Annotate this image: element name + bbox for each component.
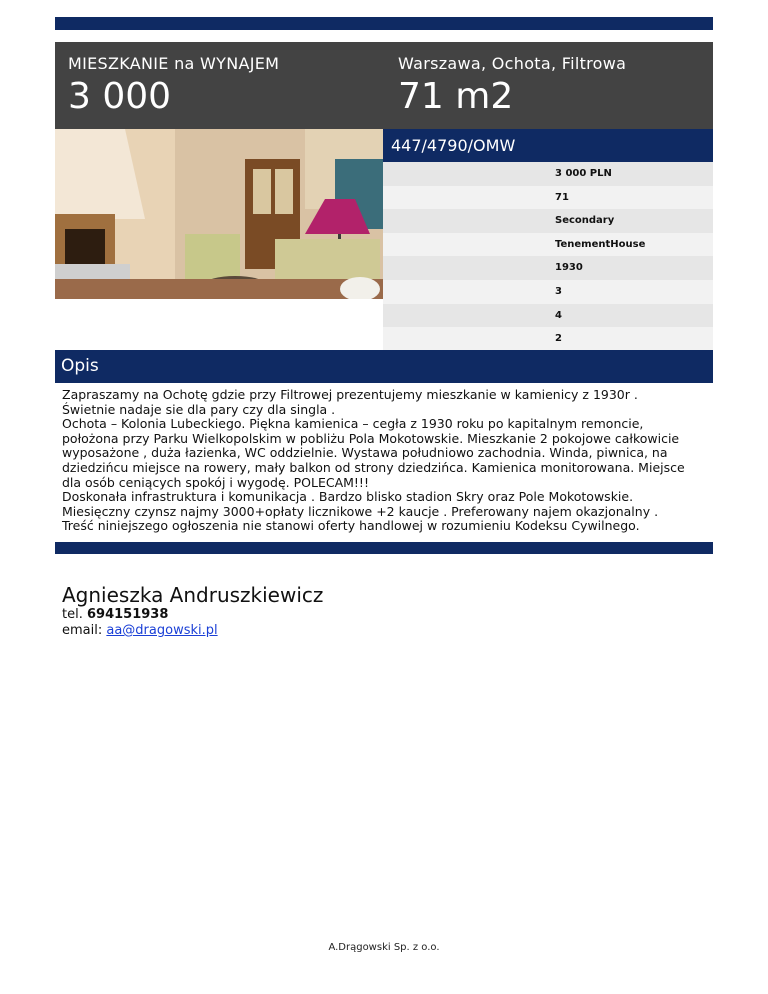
agent-phone-line [62,607,323,623]
agent-contact [62,583,323,639]
description-line: Zapraszamy na Ochotę gdzie przy Filtrowej prezentujemy mieszkanie w kamienicy z 1930r . [62,387,638,402]
param-building-type: TenementHouse [383,233,713,257]
listing-reference: 447/4790/OMW [383,129,713,162]
agent-email-line [62,623,323,639]
email-label: email: [62,623,103,638]
param-build-year: 1930 [383,256,713,280]
param-market: Secondary [383,209,713,233]
description-line: wyposażone , duża łazienka, WC oddzielnie. Wystawa południowo zachodnia. Winda, piwnica, na [62,445,668,461]
description-line: dziedzińcu miejsce na rowery, mały balkon od strony dziedzińca. Kamienica monitorowana. Miejsce [62,459,685,475]
description-line: Treść niniejszego ogłoszenia nie stanowi oferty handlowej w rozumieniu Kodeksu Cywilnego. [62,518,640,534]
param-area: 71 [383,186,713,210]
description-line: Ochota – Kolonia Lubeckiego. Piękna kamienica – cegła z 1930 roku po kapitalnym remoncie, [62,416,644,432]
description-text [62,388,710,534]
header-left [68,54,279,118]
param-floors-total: 4 [383,304,713,328]
param-price: 3 000 PLN [383,162,713,186]
params-table [383,162,713,351]
agent-phone: 694151938 [86,607,169,622]
listing-header [55,42,713,129]
agent-name: Agnieszka Andruszkiewicz [62,583,324,607]
param-rooms: 2 [383,327,713,351]
description-line: dla osób ceniących spokój i wygodę. POLECAM!!! [62,474,369,490]
description-line: Świetnie nadaje sie dla pary czy dla singla . [62,401,336,417]
phone-label: tel. [62,607,83,622]
listing-photo [55,129,383,299]
param-floor: 3 [383,280,713,304]
agent-email-link[interactable]: aa@dragowski.pl [106,623,218,638]
description-line: Miesięczny czynsz najmy 3000+opłaty licznikowe +2 kaucje . Preferowany najem okazjonalny . [62,503,659,519]
description-heading: Opis [55,350,713,383]
header-right [398,54,626,118]
listing-price: 3 000 [68,76,172,117]
listing-location: Warszawa, Ochota, Filtrowa [398,54,627,73]
listing-area: 71 m2 [398,76,514,117]
description-line: położona przy Parku Wielkopolskim w pobliżu Pola Mokotowskie. Mieszkanie 2 pokojowe całkowicie [62,430,680,446]
top-accent-bar [55,17,713,30]
footer-company: A.Drągowski Sp. z o.o. [328,942,440,953]
description-line: Doskonała infrastruktura i komunikacja . Bardzo blisko stadion Skry oraz Pole Mokotowskie. [62,489,634,505]
section-divider-bar [55,542,713,554]
listing-type: MIESZKANIE na WYNAJEM [68,54,280,73]
